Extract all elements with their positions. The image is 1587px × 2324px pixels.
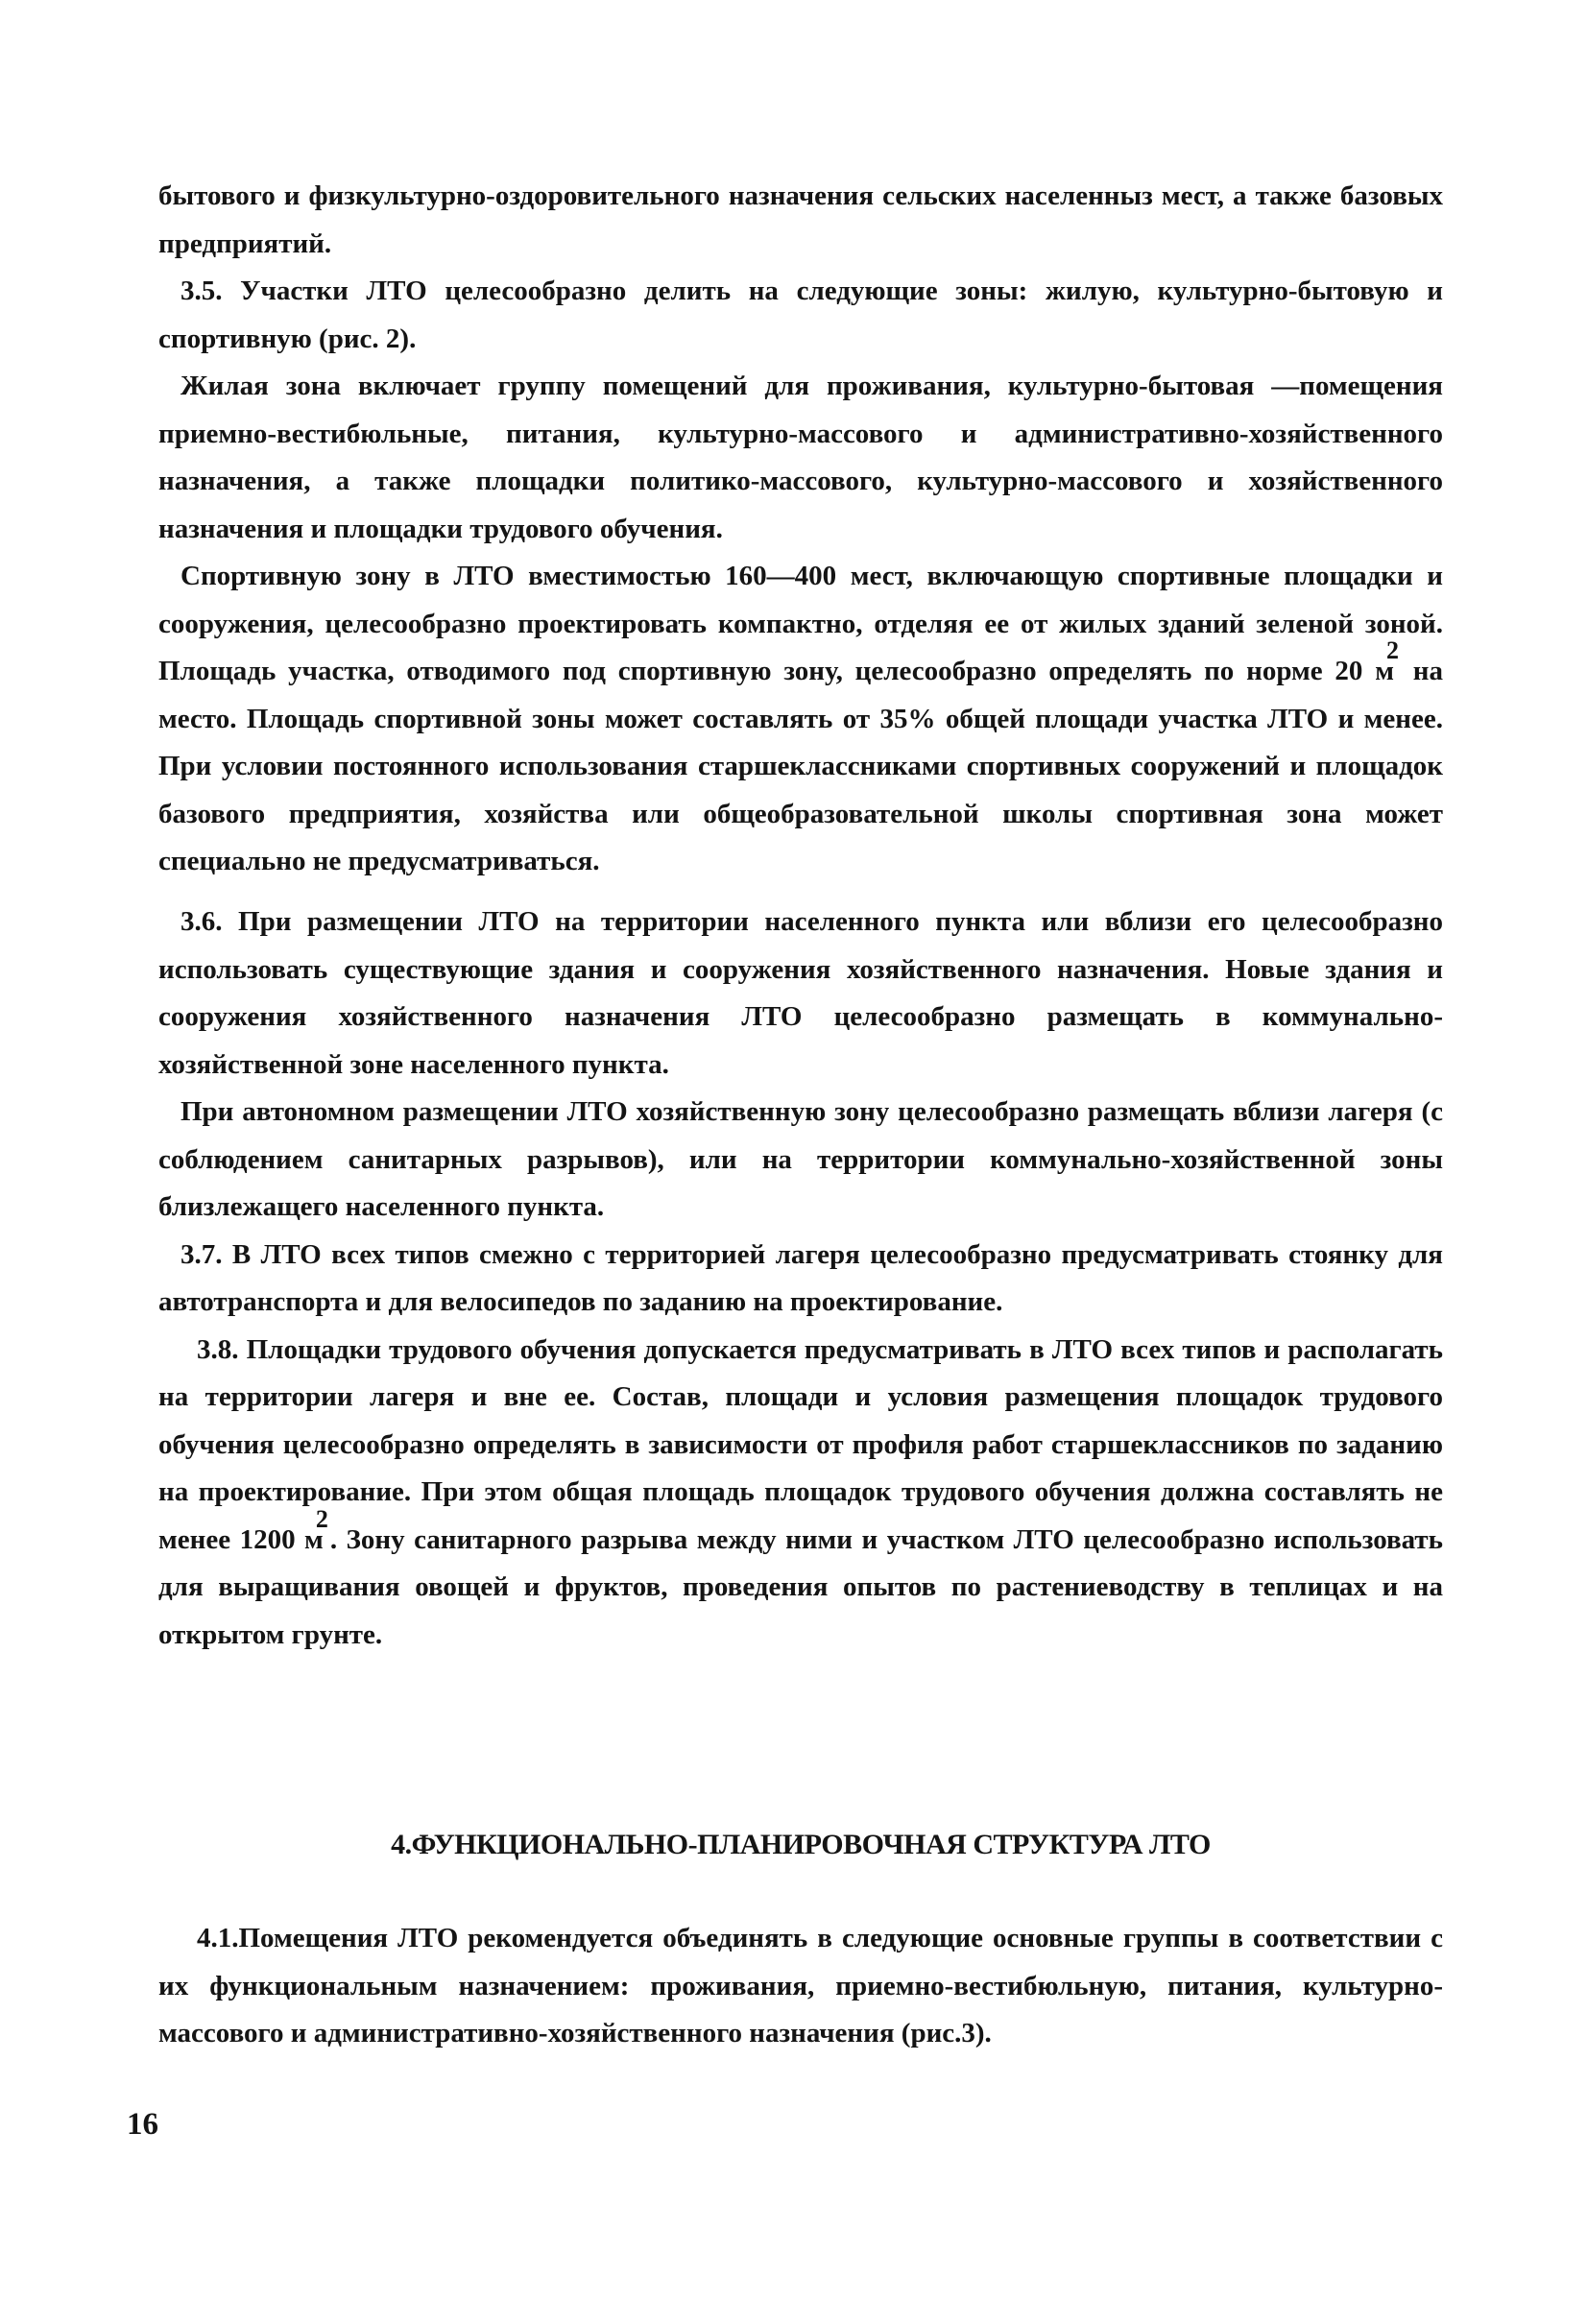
- text-block-section-4: [158, 1915, 1443, 2058]
- page-number: 16: [127, 2107, 158, 2142]
- paragraph-sports-zone: [158, 553, 1443, 886]
- section-heading: 4.ФУНКЦИОНАЛЬНО-ПЛАНИРОВОЧНАЯ СТРУКТУРА ЛТО: [391, 1829, 1211, 1860]
- paragraph-4-1: 4.1.Помещения ЛТО рекомендуется объединять в следующие основные группы в соответствии с их функциональным назначением: проживания, приемно-вестибюльную, питания, культурно-массового и административно-хозяйственного назначения (рис.3).: [158, 1923, 1443, 2048]
- text-block-lower: [158, 898, 1443, 1659]
- text-block-upper: [158, 173, 1443, 886]
- superscript-2: 2: [315, 1504, 328, 1533]
- paragraph-3-5: 3.5. Участки ЛТО целесообразно делить на следующие зоны: жилую, культурно-бытовую и спортивную (рис. 2).: [158, 276, 1443, 354]
- paragraph-living-zone: Жилая зона включает группу помещений для проживания, культурно-бытовая —помещения приемно-вестибюльные, питания, культурно-массового и административно-хозяйственного назначения, а также площадки политико-массового, культурно-массового и хозяйственного назначения и площадки трудового обучения.: [158, 371, 1443, 544]
- work-areas-text-a: 3.8. Площадки трудового обучения допускается предусматривать в ЛТО всех типов и располагать на территории лагеря и вне ее. Состав, площади и условия размещения площадок трудового обучения целесообразно определять в зависимости от профиля работ старшеклассников по заданию на проектирование. При этом общая площадь площадок трудового обучения должна составлять не менее 1200 м: [158, 1333, 1443, 1555]
- sports-zone-text-b: на место. Площадь спортивной зоны может составлять от 35% общей площади участка ЛТО и менее. При условии постоянного использования старшеклассниками спортивных сооружений и площадок базового предприятия, хозяйства или общеобразовательной школы спортивная зона может специально не предусматриваться.: [158, 656, 1443, 876]
- paragraph-3-6: 3.6. При размещении ЛТО на территории населенного пункта или вблизи его целесообразно использовать существующие здания и сооружения хозяйственного назначения. Новые здания и сооружения хозяйственного назначения ЛТО целесообразно размещать в коммунально-хозяйственной зоне населенного пункта.: [158, 906, 1443, 1080]
- paragraph-3-8: [158, 1327, 1443, 1660]
- paragraph-3-7: 3.7. В ЛТО всех типов смежно с территорией лагеря целесообразно предусматривать стоянку для автотранспорта и для велосипедов по заданию на проектирование.: [158, 1238, 1443, 1317]
- work-areas-text-b: . Зону санитарного разрыва между ними и участком ЛТО целесообразно использовать для выращивания овощей и фруктов, проведения опытов по растениеводству в теплицах и на открытом грунте.: [158, 1523, 1443, 1650]
- superscript-2: 2: [1385, 636, 1399, 664]
- sports-zone-text-a: Спортивную зону в ЛТО вместимостью 160—400 мест, включающую спортивные площадки и сооружения, целесообразно проектировать компактно, отделяя ее от жилых зданий зеленой зоной. Площадь участка, отводимого под спортивную зону, целесообразно определять по норме 20 м: [158, 561, 1443, 686]
- paragraph-autonomous-placement: При автономном размещении ЛТО хозяйственную зону целесообразно размещать вблизи лагеря (с соблюдением санитарных разрывов), или на территории коммунально-хозяйственной зоны близлежащего населенного пункта.: [158, 1096, 1443, 1222]
- paragraph-continuation: бытового и физкультурно-оздоровительного назначения сельских населенныз мест, а также базовых предприятий.: [158, 180, 1443, 259]
